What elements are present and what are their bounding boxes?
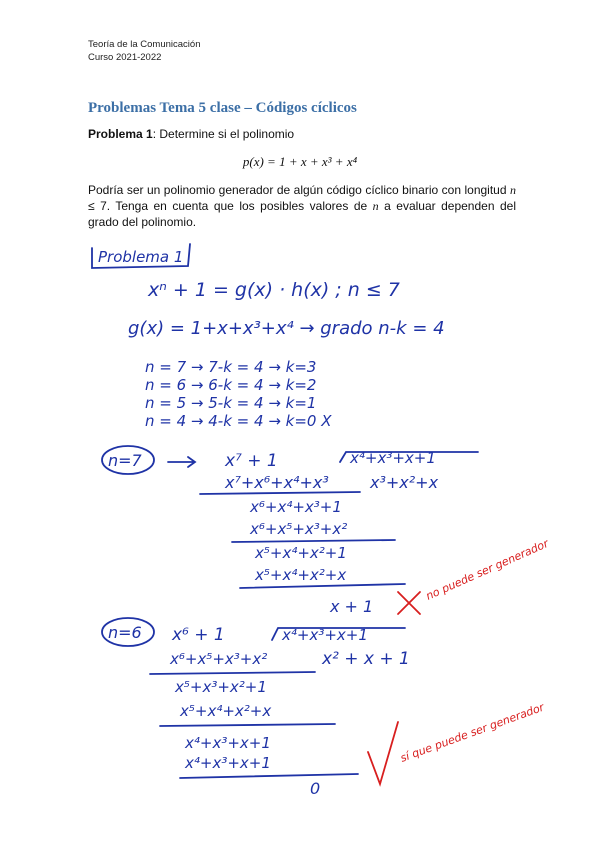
hw-n7-line4: x⁵+x⁴+x²+1	[255, 544, 347, 562]
hw-n6-dividend: x⁶ + 1	[172, 625, 225, 645]
hw-case-7: n = 7 → 7-k = 4 → k=3	[145, 358, 317, 376]
hw-eq2: g(x) = 1+x+x³+x⁴ → grado n-k = 4	[128, 318, 445, 339]
para-line-3: grado del polinomio.	[88, 215, 197, 229]
hw-n7-verdict: no puede ser generador	[423, 536, 551, 603]
course-year: Curso 2021-2022	[88, 52, 162, 63]
problem-label: Problema 1	[88, 127, 153, 141]
n7-rule-2	[232, 540, 395, 542]
n7-verdict-group	[424, 536, 552, 602]
hw-case-6: n = 6 → 6-k = 4 → k=2	[145, 376, 317, 394]
hw-n6-line4: x⁴+x³+x+1	[185, 734, 271, 752]
hw-n7-line1: x⁷+x⁶+x⁴+x³	[225, 473, 329, 492]
n7-rule-1	[200, 492, 360, 494]
hw-n7-remainder: x + 1	[330, 597, 374, 616]
n7-rule-3	[240, 584, 405, 588]
hw-n6-quotient: x² + x + 1	[322, 649, 410, 669]
hw-n7-divisor: x⁴+x³+x+1	[350, 449, 436, 467]
n6-rule-3	[180, 774, 358, 778]
page-title: Problemas Tema 5 clase – Códigos cíclicos	[88, 100, 357, 116]
hw-case-5: n = 5 → 5-k = 4 → k=1	[145, 394, 317, 412]
hw-n6-line1: x⁶+x⁵+x³+x²	[170, 650, 268, 668]
para-line-2: ≤ 7. Tenga en cuenta que los posibles valores de	[88, 199, 373, 213]
hw-n7-line2: x⁶+x⁴+x³+1	[250, 498, 342, 516]
hw-eq1: xⁿ + 1 = g(x) · h(x) ; n ≤ 7	[148, 279, 400, 301]
polynomial-formula: p(x) = 1 + x + x³ + x⁴	[242, 154, 358, 169]
hw-n6-line5: x⁴+x³+x+1	[185, 754, 271, 772]
arrow-icon	[168, 457, 195, 467]
hw-n7-line3: x⁶+x⁵+x³+x²	[250, 520, 348, 538]
para-var-n: n	[510, 183, 516, 197]
hw-n6-verdict: sí que puede ser generador	[398, 700, 546, 765]
hw-n6-label: n=6	[108, 623, 142, 642]
check-icon	[368, 722, 398, 784]
course-name: Teoría de la Comunicación	[88, 39, 201, 50]
para-line-2-end: a evaluar dependen del	[378, 199, 516, 213]
n6-rule-2	[160, 724, 335, 726]
hw-n7-quotient: x³+x²+x	[370, 473, 439, 492]
hw-n6-divisor: x⁴+x³+x+1	[282, 626, 368, 644]
hw-n7-line5: x⁵+x⁴+x²+x	[255, 566, 347, 584]
hw-n7-dividend: x⁷ + 1	[225, 451, 278, 471]
para-line-1: Podría ser un polinomio generador de algún código cíclico binario con longitud	[88, 183, 507, 197]
n6-rule-1	[150, 672, 315, 674]
hw-n6-line3: x⁵+x⁴+x²+x	[180, 702, 272, 720]
problem-statement-text: : Determine si el polinomio	[152, 127, 295, 141]
hw-n7-label: n=7	[108, 451, 142, 470]
hw-n6-line2: x⁵+x³+x²+1	[175, 678, 267, 696]
cross-icon	[398, 592, 420, 614]
para-var-n-2: n	[372, 199, 379, 213]
n6-verdict-group	[399, 700, 548, 765]
hw-case-4: n = 4 → 4-k = 4 → k=0 X	[145, 412, 332, 430]
hw-heading: Problema 1	[98, 248, 184, 266]
hw-n6-remainder: 0	[310, 779, 321, 798]
